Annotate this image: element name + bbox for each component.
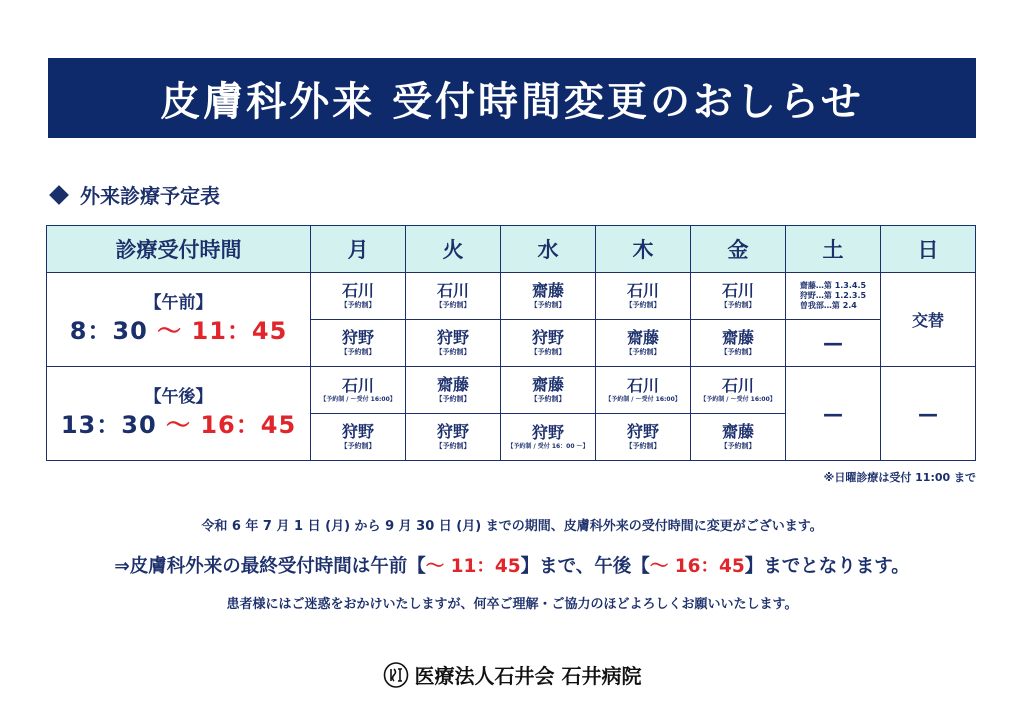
doctor-name: 石川 <box>341 281 374 300</box>
schedule-cell <box>596 414 691 461</box>
doctor-note: 【予約制 / ～受付 16:00】 <box>605 395 681 403</box>
header-wed: 水 <box>501 226 596 273</box>
schedule-cell <box>596 273 691 320</box>
diamond-bullet-icon <box>49 185 69 205</box>
schedule-cell <box>311 320 406 367</box>
doctor-note: 【予約制】 <box>340 301 376 309</box>
final-reception-suffix: 】までとなります。 <box>744 556 910 577</box>
sunday-afternoon-closed: — <box>881 367 976 461</box>
saturday-afternoon-closed: — <box>786 367 881 461</box>
morning-label: 【午前】 <box>144 292 213 313</box>
afternoon-time-cell <box>47 367 311 461</box>
schedule-cell <box>691 320 786 367</box>
schedule-cell <box>311 414 406 461</box>
schedule-cell <box>406 320 501 367</box>
doctor-name: 齋藤 <box>721 328 754 347</box>
doctor-note: 【予約制】 <box>530 395 566 403</box>
doctor-note: 【予約制】 <box>625 442 661 450</box>
section-heading-text: 外来診療予定表 <box>80 184 220 208</box>
schedule-cell <box>311 367 406 414</box>
doctor-note: 【予約制】 <box>720 442 756 450</box>
schedule-cell <box>406 414 501 461</box>
schedule-cell <box>596 367 691 414</box>
hospital-name: 医療法人石井会 石井病院 <box>414 664 642 688</box>
final-reception-prefix: ⇒皮膚科外来の最終受付時間は午前【 <box>114 556 426 577</box>
final-reception-text <box>0 552 1024 578</box>
schedule-cell <box>501 414 596 461</box>
final-reception-pm: ～ 16：45 <box>649 556 745 577</box>
doctor-note: 【予約制】 <box>625 348 661 356</box>
doctor-name: 石川 <box>721 375 754 395</box>
doctor-note: 【予約制】 <box>720 301 756 309</box>
doctor-name: 齋藤 <box>436 375 469 394</box>
notice-period-text: 令和 6 年 7 月 1 日 (月) から 9 月 30 日 (月) までの期間、皮膚科外来の受付時間に変更がございます。 <box>201 519 823 534</box>
morning-time <box>47 314 310 348</box>
saturday-rotation-line: 狩野…第 1.2.3.5 <box>799 290 867 300</box>
doctor-note: 【予約制 / ～受付 16:00】 <box>320 395 396 403</box>
header-fri: 金 <box>691 226 786 273</box>
doctor-name: 狩野 <box>341 422 374 441</box>
schedule-cell <box>311 273 406 320</box>
doctor-name: 齋藤 <box>626 328 659 347</box>
doctor-note: 【予約制】 <box>435 395 471 403</box>
header-thu: 木 <box>596 226 691 273</box>
saturday-rotation-line: 曽我部…第 2.4 <box>799 300 857 310</box>
final-reception-middle: 】まで、午後【 <box>520 556 650 577</box>
schedule-cell <box>501 320 596 367</box>
doctor-note: 【予約制】 <box>340 348 376 356</box>
afternoon-time <box>47 408 310 442</box>
schedule-cell <box>691 273 786 320</box>
saturday-morning-closed: — <box>786 320 881 367</box>
morning-row-1 <box>47 273 976 320</box>
notice-title-banner <box>48 58 976 138</box>
saturday-rotation-cell <box>786 273 881 320</box>
afternoon-time-sep: ～ <box>166 410 191 439</box>
header-time: 診療受付時間 <box>47 226 311 273</box>
schedule-cell <box>501 367 596 414</box>
doctor-name: 狩野 <box>436 328 469 347</box>
doctor-name: 石川 <box>721 281 754 300</box>
doctor-note: 【予約制 / ～受付 16:00】 <box>700 395 776 403</box>
doctor-note: 【予約制】 <box>720 348 756 356</box>
doctor-name: 齋藤 <box>531 281 564 300</box>
doctor-note: 【予約制】 <box>435 442 471 450</box>
sunday-footnote: ※日曜診療は受付 11:00 まで <box>823 471 976 484</box>
afternoon-label: 【午後】 <box>144 386 213 407</box>
doctor-name: 狩野 <box>531 422 564 442</box>
schedule-cell <box>406 367 501 414</box>
schedule-cell <box>596 320 691 367</box>
final-reception-am: ～ 11：45 <box>425 556 521 577</box>
notice-title: 皮膚科外来 受付時間変更のおしらせ <box>160 78 864 125</box>
schedule-cell <box>691 367 786 414</box>
morning-time-sep: ～ <box>157 316 183 345</box>
doctor-note: 【予約制 / 受付 16：00 ～】 <box>507 442 589 450</box>
hospital-footer <box>0 660 1024 689</box>
schedule-cell <box>501 273 596 320</box>
saturday-rotation-line: 齋藤…第 1.3.4.5 <box>799 280 867 290</box>
header-tue: 火 <box>406 226 501 273</box>
schedule-header-row <box>47 226 976 273</box>
doctor-name: 齋藤 <box>721 422 754 441</box>
doctor-note: 【予約制】 <box>530 301 566 309</box>
doctor-name: 狩野 <box>436 422 469 441</box>
header-sat: 土 <box>786 226 881 273</box>
hospital-logo-icon <box>383 662 409 688</box>
doctor-note: 【予約制】 <box>530 348 566 356</box>
doctor-name: 狩野 <box>341 328 374 347</box>
morning-time-end: 11：45 <box>191 316 288 345</box>
morning-time-cell <box>47 273 311 367</box>
doctor-name: 石川 <box>341 375 374 395</box>
doctor-name: 狩野 <box>626 422 659 441</box>
doctor-name: 石川 <box>626 281 659 300</box>
header-sun: 日 <box>881 226 976 273</box>
saturday-rotation <box>800 281 866 311</box>
doctor-note: 【予約制】 <box>340 442 376 450</box>
doctor-note: 【予約制】 <box>435 301 471 309</box>
section-heading <box>48 180 220 209</box>
morning-time-start: 8：30 <box>69 316 148 345</box>
header-mon: 月 <box>311 226 406 273</box>
doctor-name: 石川 <box>626 375 659 395</box>
doctor-name: 齋藤 <box>531 375 564 394</box>
doctor-note: 【予約制】 <box>435 348 471 356</box>
afternoon-row-1 <box>47 367 976 414</box>
schedule-cell <box>691 414 786 461</box>
doctor-name: 狩野 <box>531 328 564 347</box>
afternoon-time-end: 16：45 <box>200 410 297 439</box>
afternoon-time-start: 13：30 <box>60 410 157 439</box>
sunday-morning-cell: 交替 <box>881 273 976 367</box>
schedule-cell <box>406 273 501 320</box>
doctor-name: 石川 <box>436 281 469 300</box>
apology-text: 患者様にはご迷惑をおかけいたしますが、何卒ご理解・ご協力のほどよろしくお願いいたします。 <box>226 597 798 612</box>
schedule-table <box>46 225 976 461</box>
doctor-note: 【予約制】 <box>625 301 661 309</box>
